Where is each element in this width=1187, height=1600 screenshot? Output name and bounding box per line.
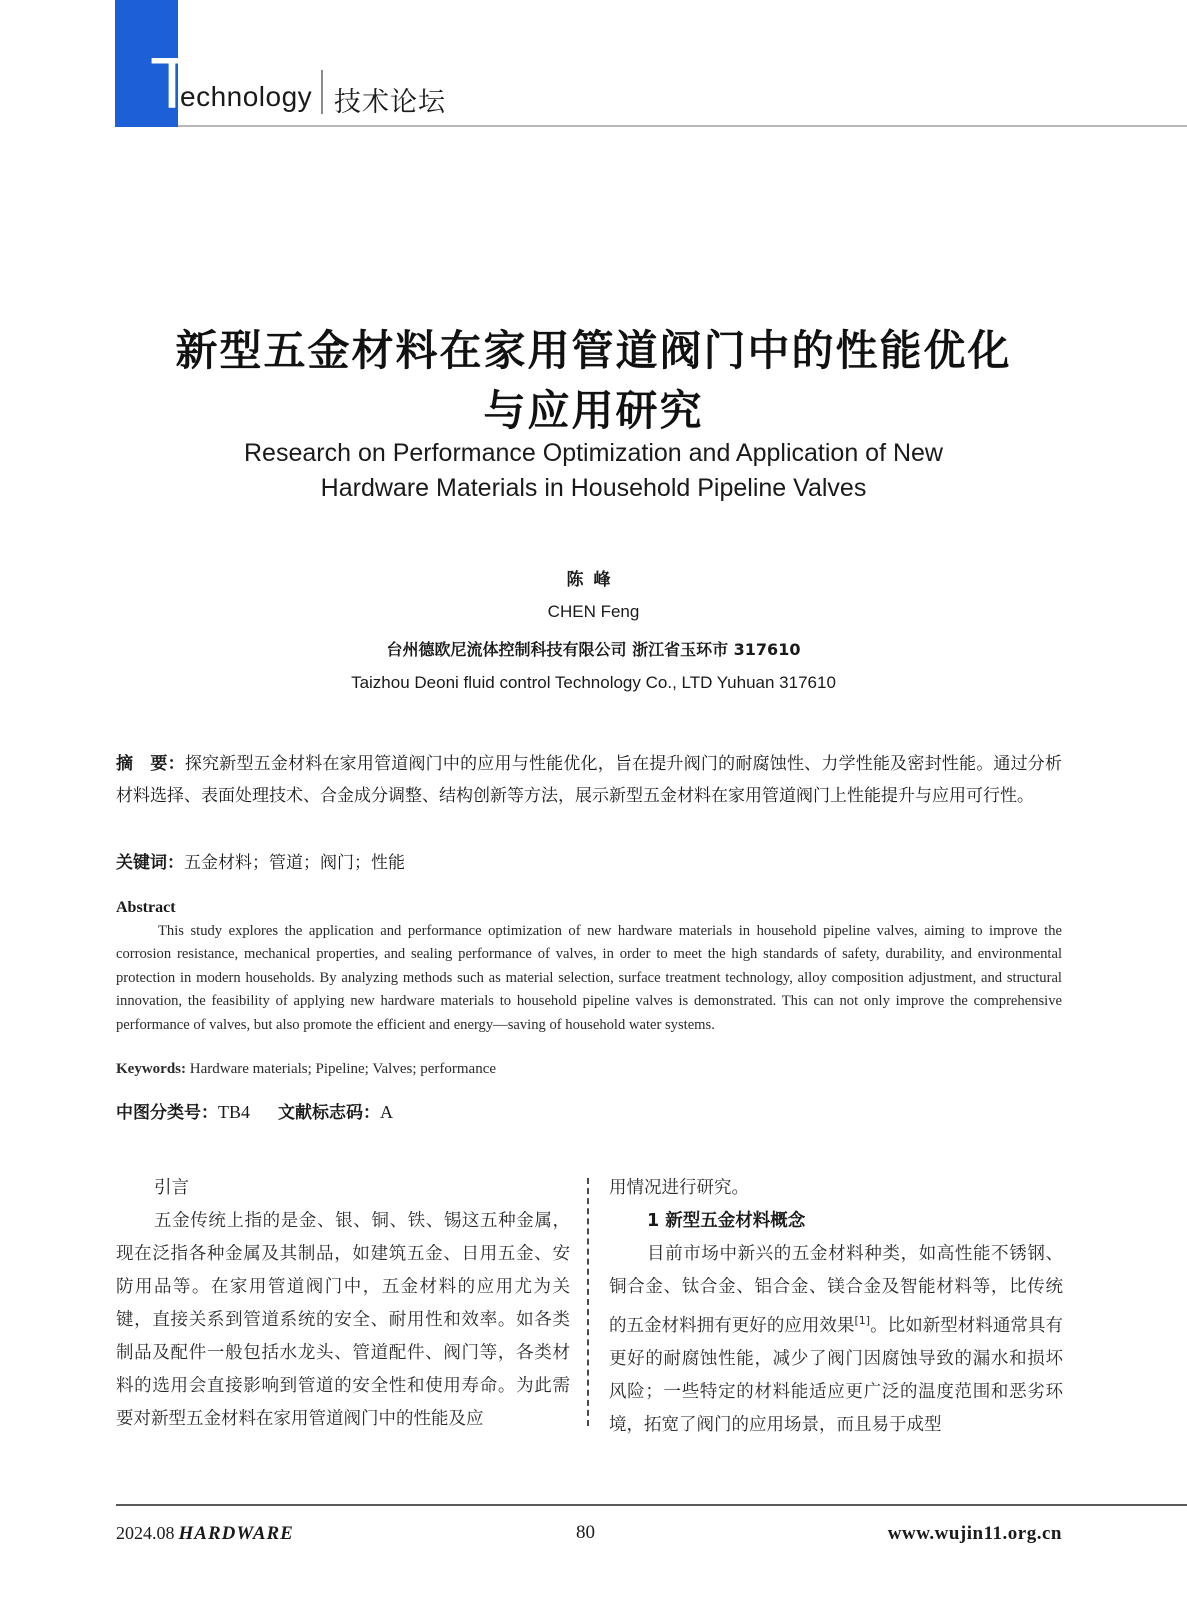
page-header [0, 0, 1187, 130]
footer-issue-date: 2024.08 [116, 1523, 175, 1543]
affiliation-cn: 台州德欧尼流体控制科技有限公司 浙江省玉环市 317610 [386, 640, 801, 659]
header-brand-text: echnology [180, 81, 313, 112]
abstract-cn [116, 748, 1062, 812]
footer-website: www.wujin11.org.cn [887, 1523, 1062, 1544]
header-section-name: 技术论坛 [334, 87, 446, 118]
clc-value: TB4 [218, 1102, 251, 1122]
affiliation-en: Taizhou Deoni fluid control Technology Co., LTD Yuhuan 317610 [351, 673, 836, 692]
keywords-cn-label: 关键词： [116, 853, 184, 873]
keywords-en [116, 1061, 496, 1078]
author-name-cn: 陈峰 [566, 570, 621, 590]
keywords-cn-text: 五金材料；管道；阀门；性能 [184, 853, 405, 873]
header-divider [321, 70, 323, 114]
section-heading-intro: 引言 [154, 1178, 189, 1198]
body-column-right [609, 1172, 1063, 1442]
keywords-cn [116, 848, 405, 873]
classification-line [116, 1098, 393, 1123]
section-heading-1: 1 新型五金材料概念 [647, 1211, 806, 1231]
section-1-paragraph [609, 1238, 1063, 1442]
section-1-text-a: 目前市场中新兴的五金材料种类，如高性能不锈钢、铜合金、钛合金、铝合金、镁合金及智能材料等，比传统的五金材料拥有更好的应用效果 [609, 1244, 1063, 1336]
title-en-line2: Hardware Materials in Household Pipeline Valves [320, 474, 867, 502]
citation-ref: [1] [854, 1314, 871, 1327]
footer-magazine-name: HARDWARE [178, 1523, 294, 1544]
doc-code-label: 文献标志码： [278, 1103, 381, 1123]
author-name-en: CHEN Feng [547, 602, 640, 621]
abstract-en-text: This study explores the application and performance optimization of new hardware materials in household pipeline valves, aiming to improve the corrosion resistance, mechanical properties, and sealing performance of valves, in order to meet the high standards of safety, durability, and environmental protection in modern households. By analyzing methods such as material selection, surface treatment technology, alloy composition adjustment, and structural innovation, the feasibility of applying new hardware materials to household pipeline valves is demonstrated. This can not only improve the comprehensive performance of valves, but also promote the efficient and energy—saving of household water systems. [116, 923, 1062, 1033]
title-en-line1: Research on Performance Optimization and Application of New [244, 439, 943, 467]
body-column-left [116, 1172, 570, 1436]
footer-issue [116, 1523, 294, 1545]
footer-page-number: 80 [576, 1522, 595, 1543]
abstract-en-title: Abstract [116, 899, 176, 916]
footer-rule [116, 1504, 1187, 1506]
abstract-cn-text: 探究新型五金材料在家用管道阀门中的应用与性能优化，旨在提升阀门的耐腐蚀性、力学性能及密封性能。通过分析材料选择、表面处理技术、合金成分调整、结构创新等方法，展示新型五金材料在家用管道阀门上性能提升与应用可行性。 [116, 754, 1063, 806]
keywords-en-text: Hardware materials; Pipeline; Valves; performance [189, 1061, 497, 1077]
keywords-en-label: Keywords: [116, 1061, 186, 1077]
intro-paragraph-continued: 用情况进行研究。 [609, 1178, 749, 1198]
title-cn-line1: 新型五金材料在家用管道阀门中的性能优化 [175, 326, 1012, 375]
doc-code-value: A [380, 1102, 394, 1122]
header-rule [178, 125, 1187, 127]
intro-paragraph: 五金传统上指的是金、银、铜、铁、锡这五种金属，现在泛指各种金属及其制品，如建筑五金、日用五金、安防用品等。在家用管道阀门中，五金材料的应用尤为关键，直接关系到管道系统的安全、耐用性和效率。如各类制品及配件一般包括水龙头、管道配件、阀门等，各类材料的选用会直接影响到管道的安全性和使用寿命。为此需要对新型五金材料在家用管道阀门中的性能及应 [116, 1211, 570, 1429]
title-cn-line2: 与应用研究 [483, 386, 704, 435]
header-brand-initial: T [150, 44, 194, 124]
section-1-text-b: 。比如新型材料通常具有更好的耐腐蚀性能，减少了阀门因腐蚀导致的漏水和损坏风险；一些特定的材料能适应更广泛的温度范围和恶劣环境，拓宽了阀门的应用场景，而且易于成型 [609, 1315, 1064, 1435]
column-divider [587, 1178, 589, 1426]
clc-label: 中图分类号： [116, 1103, 218, 1123]
abstract-cn-label: 摘 要： [116, 754, 185, 774]
